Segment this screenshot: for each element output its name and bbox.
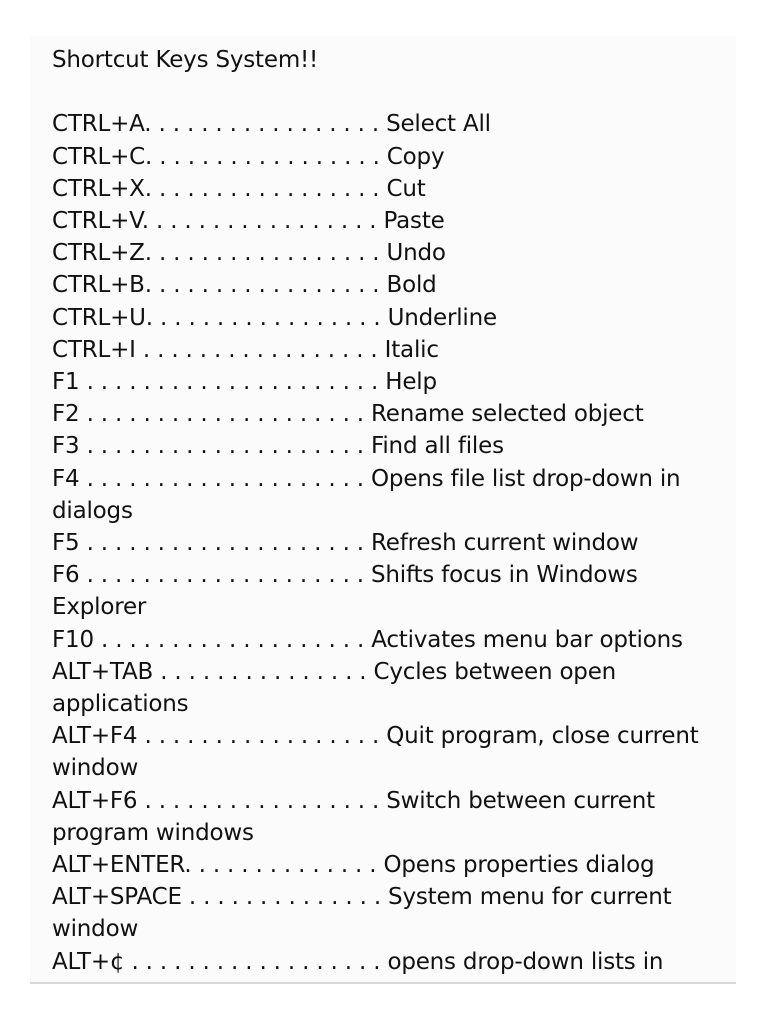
text-line: CTRL+V. . . . . . . . . . . . . . . . . Paste <box>52 208 445 234</box>
text-line: applications <box>52 691 189 718</box>
text-line: F6 . . . . . . . . . . . . . . . . . . . . Shifts focus in Windows <box>52 562 638 589</box>
text-line: ALT+¢ . . . . . . . . . . . . . . . . . . opens drop-down lists in <box>52 948 664 975</box>
text-line: CTRL+I . . . . . . . . . . . . . . . . . Italic <box>52 336 439 363</box>
text-line: ALT+F6 . . . . . . . . . . . . . . . . . Switch between current <box>52 787 655 814</box>
text-line: F2 . . . . . . . . . . . . . . . . . . . . Rename selected object <box>52 401 644 428</box>
text-line: CTRL+C. . . . . . . . . . . . . . . . . Copy <box>52 143 445 170</box>
text-line: Explorer <box>52 594 147 621</box>
text-line: CTRL+X. . . . . . . . . . . . . . . . . Cut <box>52 175 426 202</box>
text-line: F10 . . . . . . . . . . . . . . . . . . . Activates menu bar options <box>52 626 683 653</box>
text-line: ALT+SPACE . . . . . . . . . . . . . . System menu for current <box>52 884 672 911</box>
text-line: F3 . . . . . . . . . . . . . . . . . . . . Find all files <box>52 433 504 460</box>
document-page <box>30 36 736 982</box>
text-line: CTRL+Z. . . . . . . . . . . . . . . . . Undo <box>52 240 446 267</box>
document-content <box>52 44 722 978</box>
text-line: dialogs <box>52 497 133 524</box>
text-line: ALT+F4 . . . . . . . . . . . . . . . . . Quit program, close current <box>52 723 699 750</box>
bottom-divider <box>30 982 736 984</box>
text-line: F1 . . . . . . . . . . . . . . . . . . . . . Help <box>52 369 437 396</box>
text-line: F5 . . . . . . . . . . . . . . . . . . . . Refresh current window <box>52 530 639 557</box>
text-line: CTRL+U. . . . . . . . . . . . . . . . . Underline <box>52 304 497 331</box>
text-line: program windows <box>52 819 254 846</box>
text-line: window <box>52 916 139 943</box>
text-line: window <box>52 755 139 782</box>
page-title: Shortcut Keys System!! <box>52 47 319 73</box>
text-line: ALT+ENTER. . . . . . . . . . . . . . Opens properties dialog <box>52 852 655 879</box>
text-line: F4 . . . . . . . . . . . . . . . . . . . . Opens file list drop-down in <box>52 465 681 492</box>
text-line: ALT+TAB . . . . . . . . . . . . . . . Cycles between open <box>52 658 617 685</box>
text-line: CTRL+A. . . . . . . . . . . . . . . . . Select All <box>52 111 491 138</box>
text-line: CTRL+B. . . . . . . . . . . . . . . . . Bold <box>52 272 437 299</box>
blank-line <box>52 76 722 108</box>
